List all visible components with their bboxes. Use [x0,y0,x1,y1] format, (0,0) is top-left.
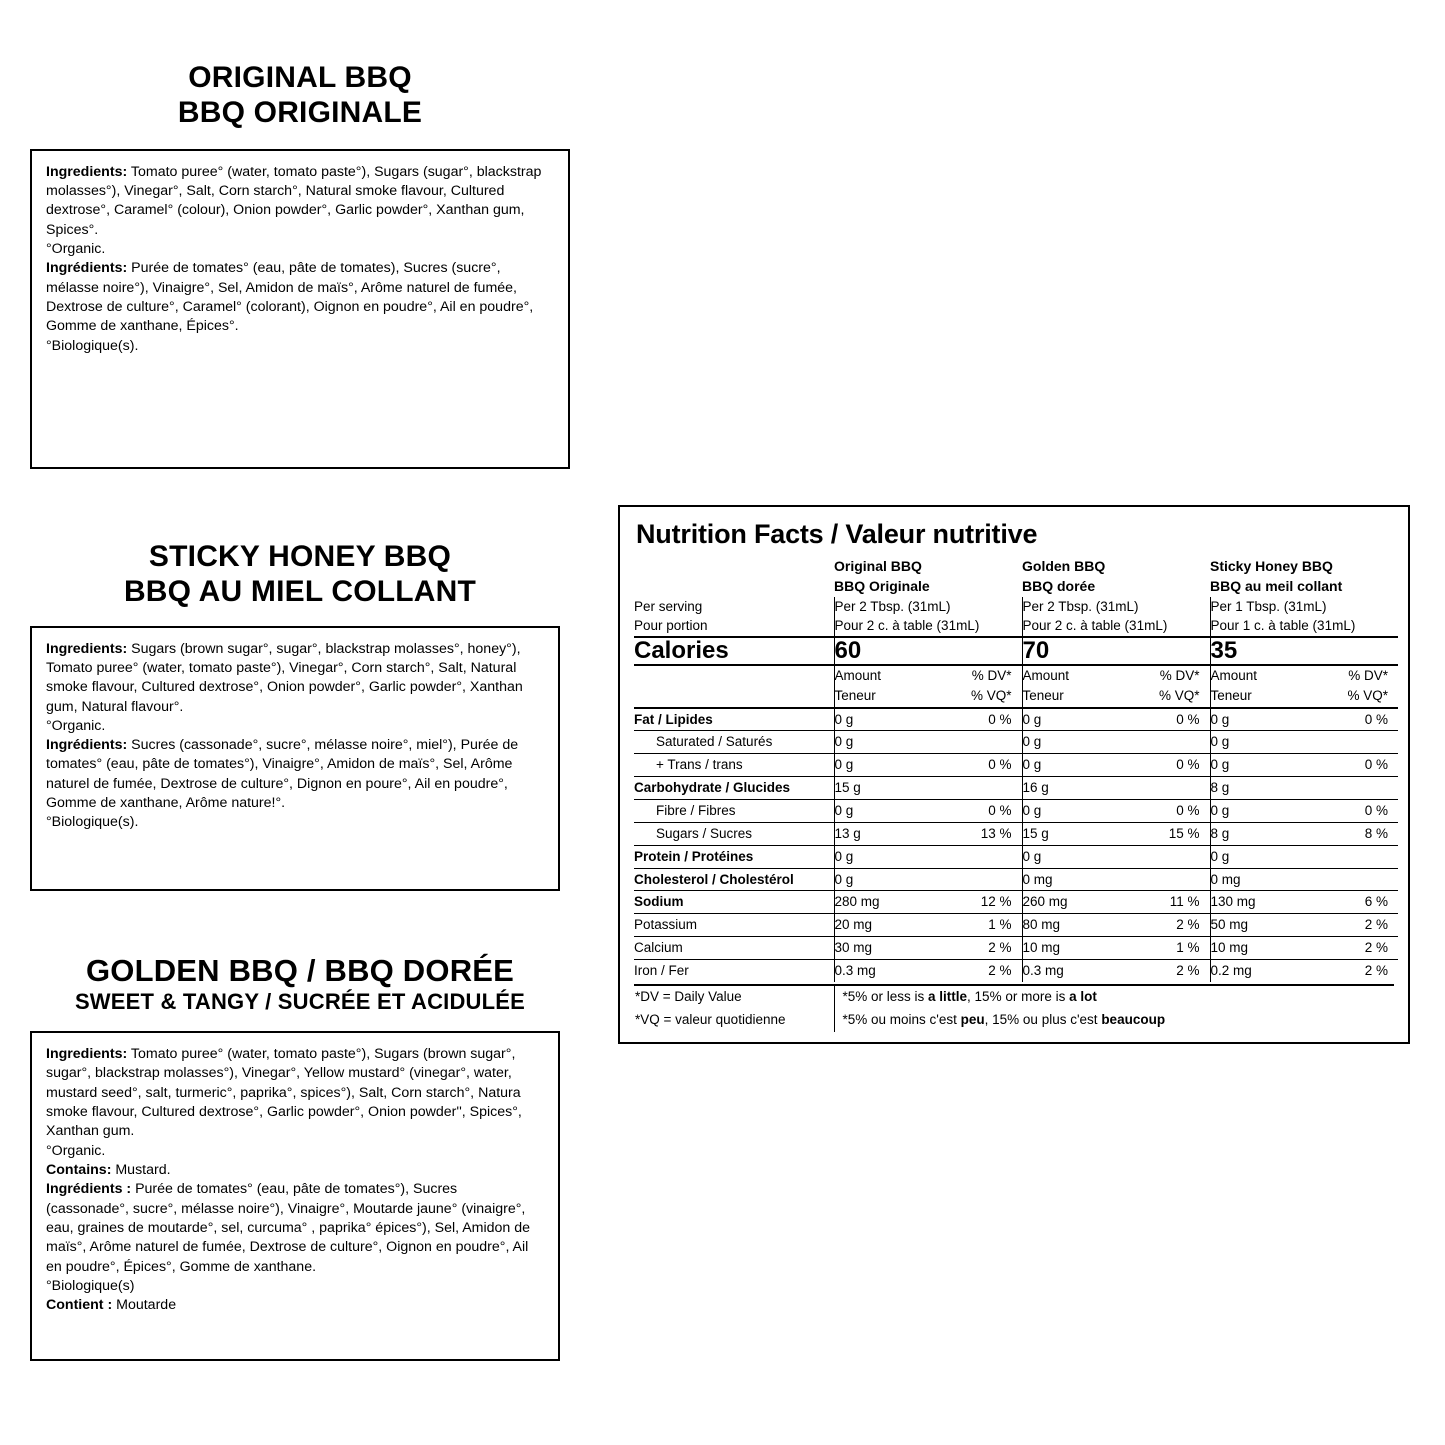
nutrient-label: Saturated / Saturés [634,731,834,754]
nutrient-amount: 0 mg [1210,871,1241,887]
nutrient-amount: 0 g [834,803,854,819]
column-header-fr-2: BBQ au meil collant [1210,578,1343,595]
nutrient-value-col-2 [1210,731,1398,754]
nutrient-label: Sugars / Sucres [634,822,834,845]
nutrient-value-col-1 [1022,731,1210,754]
nutrient-daily-value: 0 % [1364,711,1388,727]
ingredients-column [30,60,570,1361]
table-row-product-names-fr [634,576,1398,596]
nutrient-daily-value: 0 % [988,803,1012,819]
nutrient-value-col-0 [834,868,1022,891]
ingredients-en-text: Tomato puree° (water, tomato paste°), Sugars (brown sugar°, sugar°, blackstrap molasses°), Vinegar°, Yellow mustard° (vinegar°, water, mustard seed°, salt, turmeric°, paprika°, spices°), Salt, Corn starch°, Natura smoke flavour, Cultured dextrose°, Garlic powder°, Onion powder'', Spices°, Xanthan gum. [46,1046,522,1140]
nutrient-value-col-1 [1022,960,1210,982]
nutrient-amount: 0 g [1022,711,1042,727]
product-title-en: STICKY HONEY BBQ [148,539,452,573]
amount-label-en: Amount [1022,668,1070,684]
nutrient-daily-value: 0 % [1364,803,1388,819]
contains-fr-label: Contient : [46,1297,113,1314]
ingredients-en-paragraph [46,640,544,717]
nutrient-value-col-2 [1210,845,1398,868]
nutrient-label: Carbohydrate / Glucides [634,777,834,800]
calories-value-2: 35 [1210,637,1398,665]
nutrient-amount: 0 g [834,711,854,727]
serving-label-fr: Pour portion [634,618,708,634]
nutrient-value-col-2 [1210,754,1398,777]
organic-note-fr: °Biologique(s). [46,814,139,831]
nutrient-amount: 8 g [1210,825,1230,841]
column-header-en-1: Golden BBQ [1022,558,1106,574]
nutrient-amount: 50 mg [1210,917,1249,933]
table-row-serving-fr [634,616,1398,637]
footnote-text-en [834,985,1394,1009]
amount-label-fr: Teneur [1210,688,1252,704]
ingredients-fr-label: Ingrédients: [46,737,128,754]
footnote-key-en: *DV = Daily Value [634,985,834,1009]
nutrient-daily-value: 2 % [1364,917,1388,933]
table-row-nutrient [634,845,1398,868]
nutrient-value-col-1 [1022,822,1210,845]
nutrient-daily-value: 0 % [988,757,1012,773]
footnote-fr-part2: , 15% ou plus c'est [984,1011,1102,1027]
table-row-nutrient [634,731,1398,754]
nutrient-daily-value: 11 % [1169,894,1200,910]
table-row-nutrient [634,754,1398,777]
nutrient-daily-value: 1 % [1176,940,1200,956]
ingredients-fr-label: Ingrédients: [46,260,128,277]
nutrient-value-col-2 [1210,868,1398,891]
organic-note-en: °Organic. [46,1142,106,1159]
product-title-original [30,60,570,131]
nutrient-daily-value: 2 % [988,963,1012,979]
ingredients-fr-paragraph [46,1180,544,1277]
contains-fr-text: Moutarde [112,1297,177,1314]
footnote-row-fr [634,1009,1394,1032]
product-title-golden [30,953,570,1016]
nutrient-daily-value: 13 % [980,825,1012,841]
nutrient-label: + Trans / trans [634,754,834,777]
nutrient-amount: 130 mg [1210,894,1256,910]
nutrient-daily-value: 8 % [1364,825,1388,841]
nutrient-amount: 0 g [1210,711,1230,727]
nutrient-label: Potassium [634,914,834,937]
nutrient-value-col-0 [834,777,1022,800]
product-title-fr: BBQ AU MIEL COLLANT [123,575,477,609]
nutrient-daily-value: 2 % [988,940,1012,956]
nutrient-amount: 0.3 mg [834,963,876,979]
table-row-amount-en [634,665,1398,686]
nutrient-value-col-0 [834,754,1022,777]
nutrient-amount: 10 mg [1210,940,1249,956]
organic-note-fr: °Biologique(s). [46,337,139,354]
contains-en-text: Mustard. [111,1161,171,1178]
nutrient-value-col-2 [1210,708,1398,731]
ingredients-en-label: Ingredients: [46,640,128,657]
nutrient-label: Fat / Lipides [634,708,834,731]
calories-value-0: 60 [834,637,1022,665]
footnote-text-fr [834,1009,1394,1032]
nutrient-value-col-2 [1210,937,1398,960]
nutrient-amount: 0 g [1210,848,1230,864]
amount-header-en-1 [1022,665,1210,686]
column-header-en-2: Sticky Honey BBQ [1210,558,1333,574]
nutrient-value-col-0 [834,800,1022,823]
nutrient-value-col-0 [834,960,1022,982]
ingredients-fr-text: Purée de tomates° (eau, pâte de tomates), Sucres (sucre°, mélasse noire°), Vinaigre°, Sel, Amidon de maïs°, Arôme naturel de fumée, Dextrose de culture°, Caramel° (colorant), Oignon en poudre°, Ail en poudre°, Gomme de xanthane, Épices°. [46,260,534,335]
nutrition-facts-panel [618,505,1410,1044]
ingredients-en-text: Sugars (brown sugar°, sugar°, blackstrap molasses°, honey°), Tomato puree° (water, tomato paste°), Vinegar°, Corn starch°, Salt, Natural smoke flavour, Cultured dextrose°, Onion powder°, Garlic powder°, Xanthan gum, Natural flavour°. [46,640,523,715]
product-title-sticky-honey [30,539,570,610]
column-header-fr-0: BBQ Originale [834,578,930,595]
nutrient-amount: 15 g [1022,825,1049,841]
nutrient-amount: 30 mg [834,940,873,956]
nutrient-label: Protein / Protéines [634,845,834,868]
calories-label: Calories [634,637,834,665]
nutrient-daily-value: 2 % [1364,940,1388,956]
amount-header-fr-2 [1210,686,1398,707]
product-title-en: ORIGINAL BBQ [188,61,412,94]
nutrient-value-col-0 [834,822,1022,845]
column-header-en-0: Original BBQ [834,558,922,574]
serving-en-1: Per 2 Tbsp. (31mL) [1022,597,1210,617]
amount-label-en: Amount [1210,668,1258,684]
product-title-fr: BBQ ORIGINALE [177,96,423,130]
footnote-en-part2: , 15% or more is [967,988,1070,1004]
table-row-product-names-en [634,556,1398,576]
nutrient-label: Sodium [634,891,834,914]
nutrient-amount: 0.2 mg [1210,963,1252,979]
nutrient-value-col-2 [1210,777,1398,800]
table-row-amount-fr [634,686,1398,707]
block-spacer [30,891,570,953]
footnote-en-bold1: a little [928,988,968,1004]
serving-fr-0: Pour 2 c. à table (31mL) [834,616,1022,637]
nutrient-value-col-1 [1022,845,1210,868]
amount-header-fr-0 [834,686,1022,707]
table-row-nutrient [634,891,1398,914]
footnote-key-fr: *VQ = valeur quotidienne [635,1011,786,1027]
table-row-nutrient [634,777,1398,800]
table-row-nutrient [634,708,1398,731]
nutrient-amount: 0 g [834,871,854,887]
nutrient-amount: 80 mg [1022,917,1061,933]
footnote-fr-bold2: beaucoup [1101,1011,1166,1027]
empty-cell [634,556,834,576]
ingredients-fr-text: Sucres (cassonade°, sucre°, mélasse noire°, miel°), Purée de tomates° (eau, pâte de tomates°), Vinaigre°, Amidon de maïs°, Sel, Arôme naturel de fumée, Dextrose de culture°, Dignon en poure°, Ail en poudre°, Gomme de xanthane, Arôme nature!°. [46,737,519,812]
nutrient-value-col-2 [1210,822,1398,845]
nutrient-amount: 0 g [834,757,854,773]
nutrient-amount: 0 g [834,848,854,864]
nutrient-value-col-2 [1210,960,1398,982]
nutrient-daily-value: 15 % [1168,825,1200,841]
footnote-en-part1: *5% or less is [842,988,929,1004]
dv-label-fr: % VQ* [970,688,1012,704]
nutrient-daily-value: 0 % [1176,803,1200,819]
nutrient-label: Calcium [634,937,834,960]
contains-fr-paragraph [46,1296,544,1315]
empty-cell [634,576,834,596]
nutrient-amount: 15 g [834,780,861,796]
footnote-row-en [634,985,1394,1009]
nutrient-value-col-1 [1022,891,1210,914]
nutrient-value-col-1 [1022,914,1210,937]
ingredients-en-paragraph [46,1045,544,1142]
dv-label-fr: % VQ* [1158,688,1200,704]
table-row-nutrient [634,914,1398,937]
ingredients-en-paragraph [46,163,554,240]
nutrient-amount: 0.3 mg [1022,963,1064,979]
nutrient-value-col-1 [1022,754,1210,777]
nutrient-value-col-1 [1022,937,1210,960]
nutrient-value-col-1 [1022,708,1210,731]
nutrient-amount: 13 g [834,825,861,841]
nutrient-value-col-0 [834,845,1022,868]
amount-label-fr: Teneur [1022,688,1064,704]
ingredients-fr-label: Ingrédients : [46,1181,132,1198]
nutrient-amount: 0 g [1210,757,1230,773]
organic-note-en: °Organic. [46,717,106,734]
nutrient-daily-value: 6 % [1364,894,1388,910]
amount-header-en-0 [834,665,1022,686]
nutrient-amount: 20 mg [834,917,873,933]
organic-note-en: °Organic. [46,241,106,258]
nutrient-value-col-0 [834,914,1022,937]
product-block-original [30,60,570,469]
serving-en-0: Per 2 Tbsp. (31mL) [834,597,1022,617]
table-row-nutrient [634,960,1398,982]
table-row-nutrient [634,937,1398,960]
nutrient-daily-value: 1 % [988,917,1012,933]
product-block-sticky-honey [30,539,570,891]
nutrient-amount: 0 g [1022,848,1042,864]
block-spacer [30,469,570,539]
amount-header-en-2 [1210,665,1398,686]
amount-header-fr-1 [1022,686,1210,707]
nutrient-amount: 0 mg [1022,871,1053,887]
nutrient-label: Iron / Fer [634,960,834,982]
table-row-calories [634,637,1398,665]
serving-fr-2: Pour 1 c. à table (31mL) [1210,616,1398,637]
nutrient-amount: 0 g [1022,757,1042,773]
dv-label-en: % DV* [1159,668,1200,684]
dv-label-en: % DV* [1348,668,1388,684]
nutrient-label: Cholesterol / Cholestérol [634,868,834,891]
product-title-fr: SWEET & TANGY / SUCRÉE ET ACIDULÉE [74,989,526,1015]
organic-note-fr: °Biologique(s) [46,1277,135,1294]
amount-label-fr: Teneur [834,688,876,704]
nutrient-daily-value: 0 % [1176,711,1200,727]
ingredients-en-text: Tomato puree° (water, tomato paste°), Sugars (sugar°, blackstrap molasses°), Vinegar°, Salt, Corn starch°, Natural smoke flavour, Cultured dextrose°, Caramel° (colour), Onion powder°, Garlic powder°, Xanthan gum, Spices°. [46,163,542,238]
nutrition-facts-table [634,556,1398,982]
nutrient-amount: 0 g [1022,734,1042,750]
ingredients-fr-text: Purée de tomates° (eau, pâte de tomates°), Sucres (cassonade°, sucre°, mélasse noire°), Vinaigre°, Moutarde jaune° (vinaigre°, eau, graines de moutarde°, sel, curcuma° , paprika° épices°), Sel, Amidon de maïs°, Arôme naturel de fumée, Dextrose de culture°, Oignon en poudre°, Ail en poudre°, Épices°, Gomme de xanthane. [46,1181,531,1275]
nutrient-value-col-0 [834,731,1022,754]
ingredients-fr-paragraph [46,259,554,336]
table-row-nutrient [634,800,1398,823]
nutrient-daily-value: 2 % [1176,963,1200,979]
calories-value-1: 70 [1022,637,1210,665]
nutrient-daily-value: 2 % [1176,917,1200,933]
footnotes [634,984,1394,1032]
nutrient-value-col-2 [1210,800,1398,823]
empty-cell [634,665,834,686]
nutrient-daily-value: 2 % [1364,963,1388,979]
serving-en-2: Per 1 Tbsp. (31mL) [1210,597,1398,617]
nutrient-daily-value: 0 % [988,711,1012,727]
contains-en-paragraph [46,1161,544,1180]
nutrient-daily-value: 12 % [980,894,1012,910]
dv-label-en: % DV* [971,668,1012,684]
ingredients-box-golden [30,1031,560,1361]
nutrition-facts-title: Nutrition Facts / Valeur nutritive [636,519,1038,549]
nutrient-value-col-0 [834,708,1022,731]
empty-cell [634,686,834,707]
footnote-fr-part1: *5% ou moins c'est [842,1011,961,1027]
nutrient-value-col-0 [834,891,1022,914]
nutrient-amount: 10 mg [1022,940,1061,956]
contains-en-label: Contains: [46,1161,112,1178]
product-block-golden [30,953,570,1362]
nutrient-value-col-2 [1210,914,1398,937]
nutrient-value-col-1 [1022,800,1210,823]
nutrient-amount: 280 mg [834,894,880,910]
ingredients-en-label: Ingredients: [46,1046,128,1063]
nutrient-amount: 0 g [1210,734,1230,750]
ingredients-fr-paragraph [46,736,544,813]
nutrient-rows-body [634,708,1398,982]
nutrient-value-col-1 [1022,868,1210,891]
serving-label-en: Per serving [634,598,703,614]
nutrient-amount: 0 g [1022,803,1042,819]
ingredients-en-label: Ingredients: [46,163,128,180]
footnote-en-bold2: a lot [1069,988,1097,1004]
nutrient-amount: 8 g [1210,780,1230,796]
nutrient-daily-value: 0 % [1176,757,1200,773]
ingredients-box-sticky-honey [30,626,560,891]
table-row-nutrient [634,822,1398,845]
nutrient-value-col-0 [834,937,1022,960]
table-row-serving-en [634,597,1398,617]
column-header-fr-1: BBQ dorée [1022,578,1096,595]
footnote-fr-bold1: peu [960,1011,985,1027]
nutrient-amount: 0 g [1210,803,1230,819]
product-title-en: GOLDEN BBQ / BBQ DORÉE [85,952,515,988]
serving-fr-1: Pour 2 c. à table (31mL) [1022,616,1210,637]
nutrient-amount: 0 g [834,734,854,750]
table-row-nutrient [634,868,1398,891]
nutrient-daily-value: 0 % [1364,757,1388,773]
amount-label-en: Amount [834,668,882,684]
nutrient-value-col-1 [1022,777,1210,800]
dv-label-fr: % VQ* [1347,688,1388,704]
nutrient-amount: 16 g [1022,780,1049,796]
nutrient-label: Fibre / Fibres [634,800,834,823]
nutrient-amount: 260 mg [1022,894,1068,910]
ingredients-box-original [30,149,570,469]
nutrient-value-col-2 [1210,891,1398,914]
